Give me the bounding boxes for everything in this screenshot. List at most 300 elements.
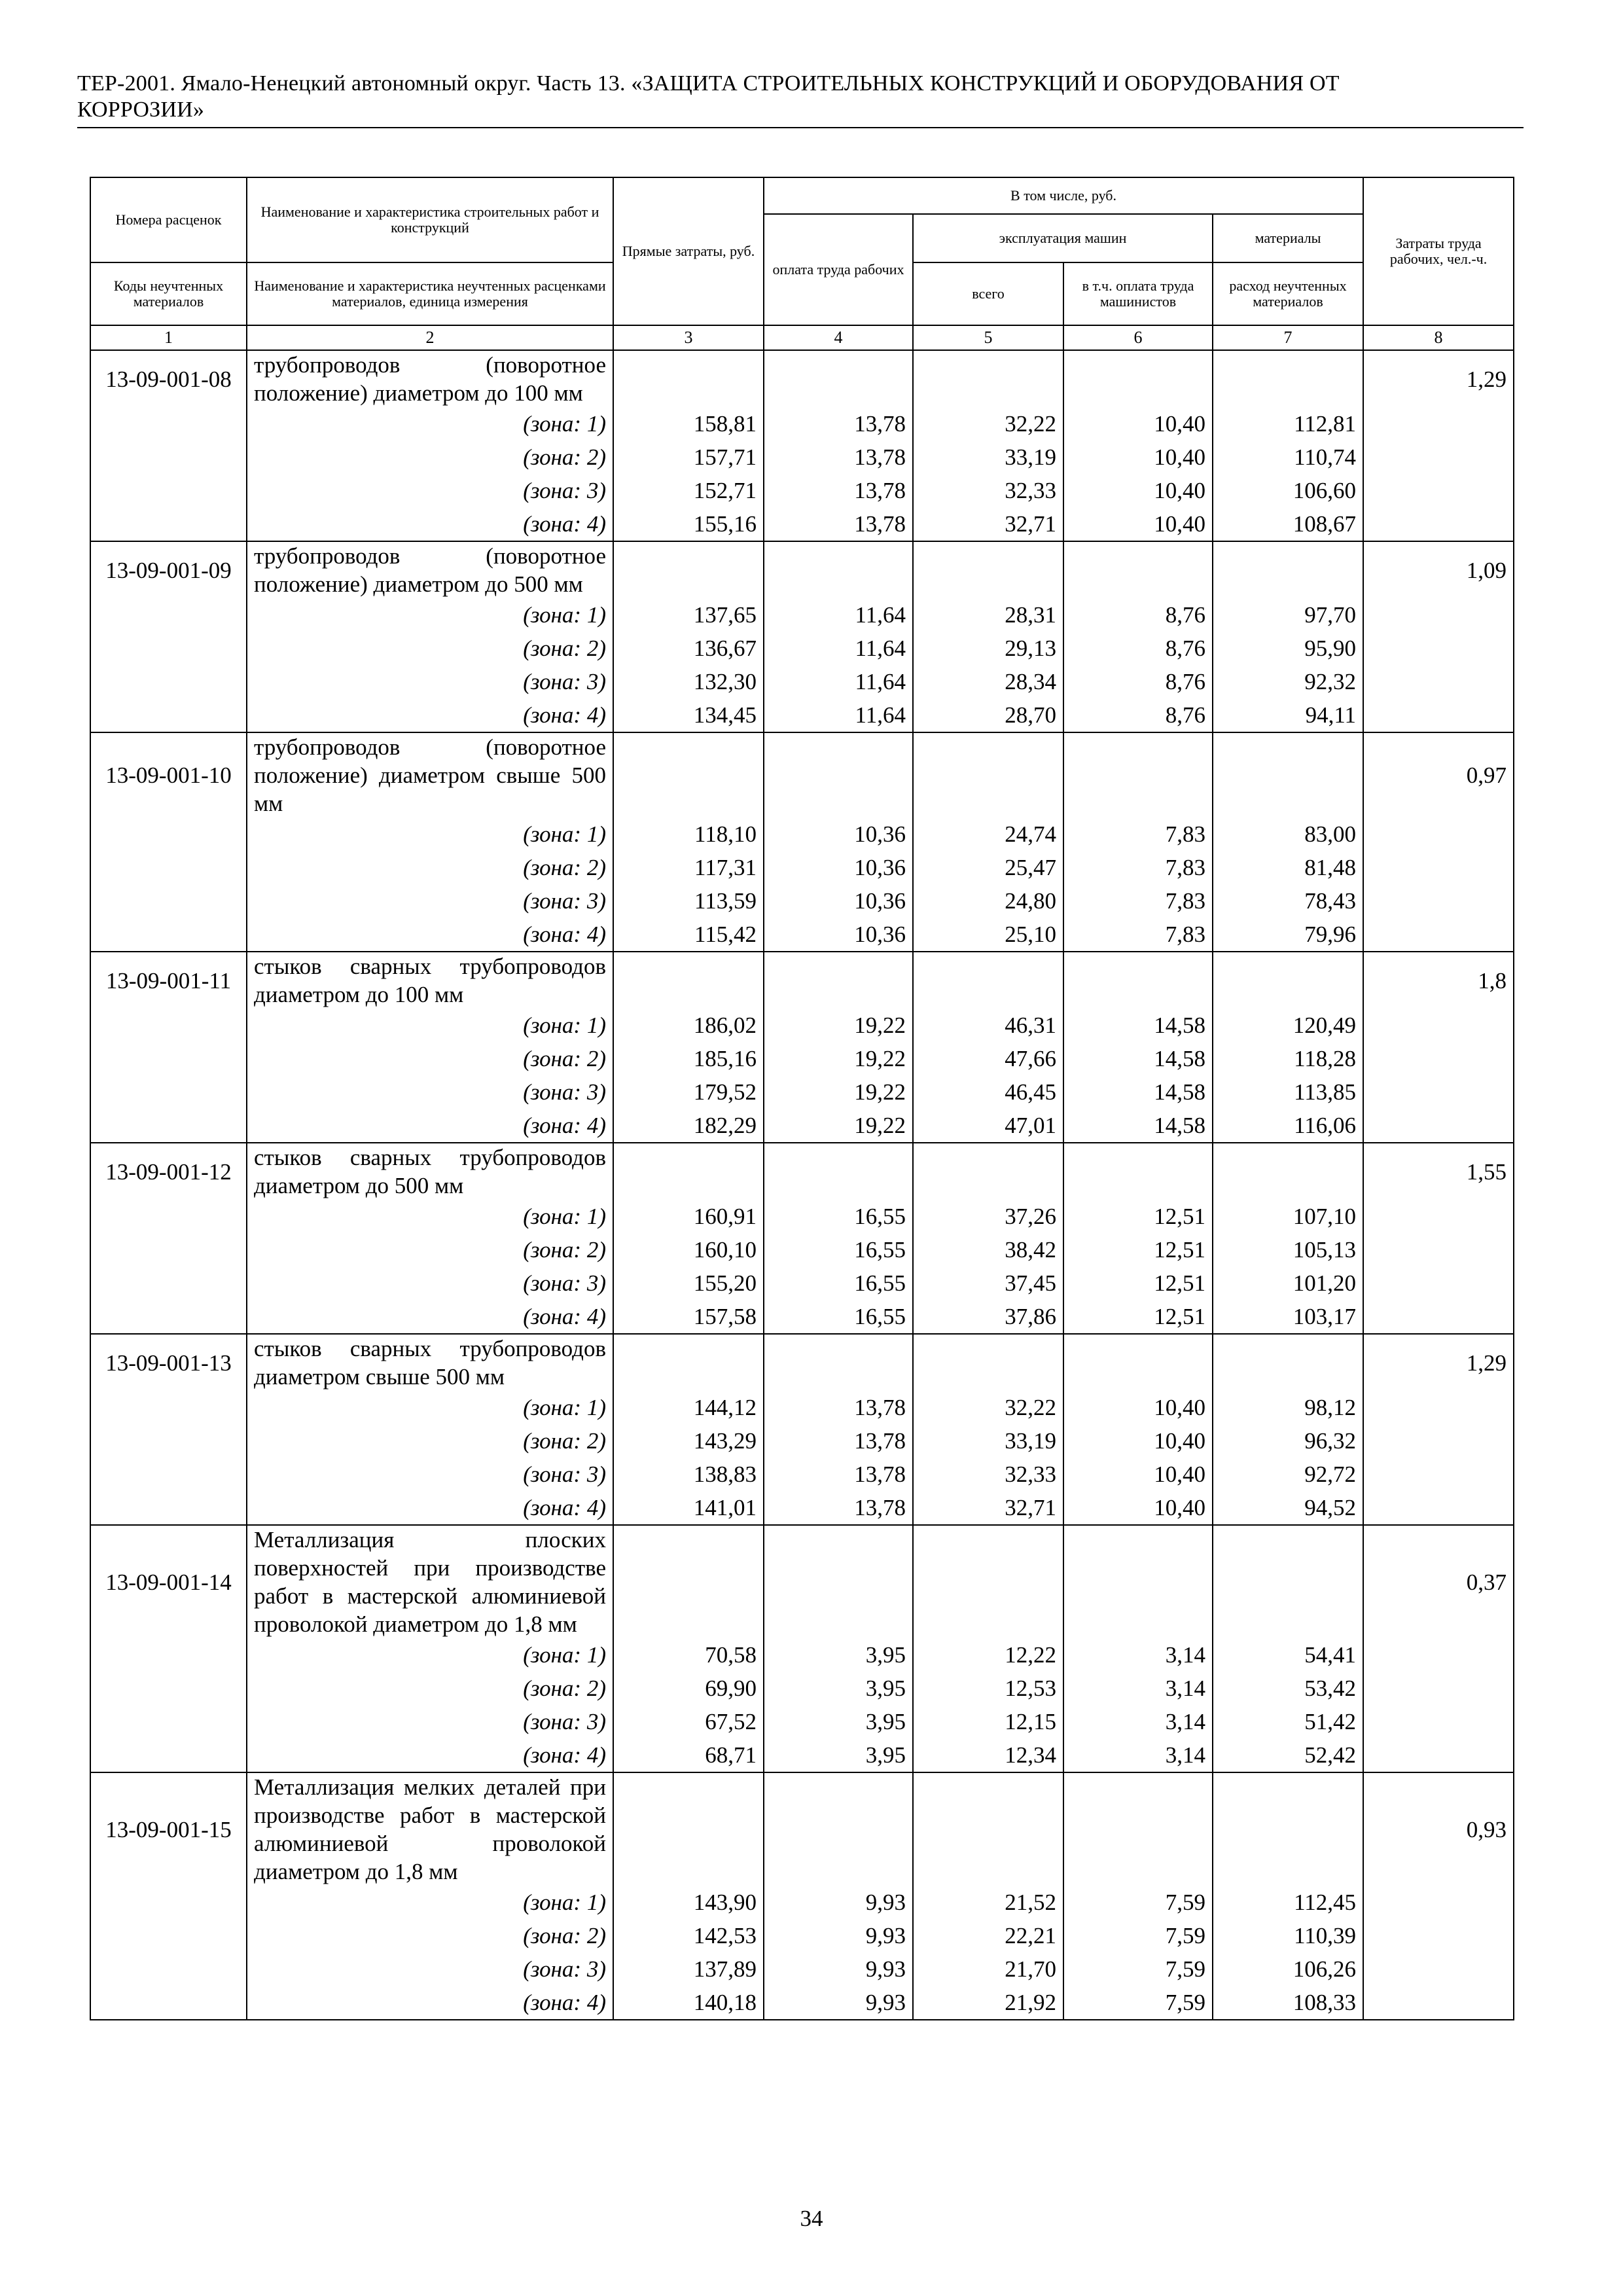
rate-code: 13-09-001-15: [90, 1772, 247, 1886]
materials-cost: 106,26: [1213, 1952, 1363, 1986]
materials-cost: 92,32: [1213, 665, 1363, 698]
rate-group-header-row: [90, 952, 1514, 1009]
zone-row: [90, 407, 1514, 440]
empty-cell: [90, 665, 247, 698]
empty-cell: [90, 1424, 247, 1458]
empty-cell: [913, 1772, 1063, 1886]
direct-cost: 67,52: [613, 1705, 764, 1738]
zone-label: (зона: 2): [247, 632, 613, 665]
machine-total: 47,66: [913, 1042, 1063, 1075]
machinist-pay: 7,59: [1063, 1986, 1213, 2020]
materials-cost: 98,12: [1213, 1391, 1363, 1424]
materials-cost: 92,72: [1213, 1458, 1363, 1491]
worker-pay: 9,93: [764, 1886, 913, 1919]
empty-cell: [1363, 884, 1514, 918]
rate-group-header-row: [90, 350, 1514, 407]
empty-cell: [764, 1772, 913, 1886]
empty-cell: [1063, 1334, 1213, 1391]
rate-description: Металлизация плоских поверхностей при производстве работ в мастерской алюминиевой проволокой диаметром до 1,8 мм: [247, 1525, 613, 1638]
zone-label: (зона: 4): [247, 1300, 613, 1334]
rate-group-header-row: [90, 1334, 1514, 1391]
empty-cell: [1363, 1458, 1514, 1491]
empty-cell: [1363, 1919, 1514, 1952]
zone-label: (зона: 1): [247, 1638, 613, 1672]
zone-label: (зона: 3): [247, 1705, 613, 1738]
empty-cell: [1063, 1772, 1213, 1886]
column-number: 3: [613, 325, 764, 350]
zone-label: (зона: 4): [247, 1738, 613, 1772]
machine-total: 29,13: [913, 632, 1063, 665]
direct-cost: 157,71: [613, 440, 764, 474]
empty-cell: [1363, 474, 1514, 507]
zone-row: [90, 1075, 1514, 1109]
machine-total: 12,34: [913, 1738, 1063, 1772]
machine-total: 37,26: [913, 1200, 1063, 1233]
worker-pay: 9,93: [764, 1986, 913, 2020]
direct-cost: 160,91: [613, 1200, 764, 1233]
zone-label: (зона: 3): [247, 1952, 613, 1986]
empty-cell: [1363, 851, 1514, 884]
direct-cost: 137,65: [613, 598, 764, 632]
column-number: 6: [1063, 325, 1213, 350]
machinist-pay: 8,76: [1063, 665, 1213, 698]
labor-cost: 0,37: [1363, 1525, 1514, 1638]
worker-pay: 3,95: [764, 1738, 913, 1772]
table-body: [90, 350, 1514, 2020]
machinist-pay: 7,59: [1063, 1919, 1213, 1952]
machine-total: 32,71: [913, 1491, 1063, 1525]
machine-total: 12,53: [913, 1672, 1063, 1705]
zone-row: [90, 1009, 1514, 1042]
worker-pay: 13,78: [764, 1424, 913, 1458]
empty-cell: [1363, 598, 1514, 632]
empty-cell: [613, 1334, 764, 1391]
materials-cost: 52,42: [1213, 1738, 1363, 1772]
machine-total: 38,42: [913, 1233, 1063, 1266]
direct-cost: 158,81: [613, 407, 764, 440]
empty-cell: [90, 407, 247, 440]
zone-label: (зона: 1): [247, 1391, 613, 1424]
machinist-pay: 3,14: [1063, 1672, 1213, 1705]
zone-label: (зона: 3): [247, 884, 613, 918]
zone-label: (зона: 3): [247, 474, 613, 507]
empty-cell: [90, 851, 247, 884]
empty-cell: [1363, 1300, 1514, 1334]
materials-cost: 106,60: [1213, 474, 1363, 507]
worker-pay: 13,78: [764, 407, 913, 440]
column-number: 2: [247, 325, 613, 350]
empty-cell: [1363, 1075, 1514, 1109]
direct-cost: 137,89: [613, 1952, 764, 1986]
zone-row: [90, 1705, 1514, 1738]
zone-row: [90, 918, 1514, 952]
empty-cell: [90, 1109, 247, 1143]
empty-cell: [1213, 350, 1363, 407]
worker-pay: 13,78: [764, 440, 913, 474]
zone-label: (зона: 1): [247, 1200, 613, 1233]
empty-cell: [1363, 1491, 1514, 1525]
empty-cell: [90, 1738, 247, 1772]
empty-cell: [764, 1334, 913, 1391]
materials-cost: 101,20: [1213, 1266, 1363, 1300]
empty-cell: [1363, 440, 1514, 474]
zone-label: (зона: 2): [247, 1233, 613, 1266]
worker-pay: 11,64: [764, 698, 913, 732]
empty-cell: [764, 952, 913, 1009]
zone-label: (зона: 2): [247, 1424, 613, 1458]
direct-cost: 143,29: [613, 1424, 764, 1458]
machine-total: 28,34: [913, 665, 1063, 698]
labor-cost: 1,09: [1363, 541, 1514, 598]
rate-description: трубопроводов (поворотное положение) диаметром свыше 500 мм: [247, 732, 613, 817]
rate-code: 13-09-001-09: [90, 541, 247, 598]
empty-cell: [1363, 1672, 1514, 1705]
zone-row: [90, 1738, 1514, 1772]
rate-code: 13-09-001-10: [90, 732, 247, 817]
materials-cost: 112,45: [1213, 1886, 1363, 1919]
empty-cell: [1063, 1143, 1213, 1200]
empty-cell: [90, 1009, 247, 1042]
header-pryamye: Прямые затраты, руб.: [613, 177, 764, 325]
machinist-pay: 12,51: [1063, 1300, 1213, 1334]
labor-cost: 1,55: [1363, 1143, 1514, 1200]
worker-pay: 19,22: [764, 1009, 913, 1042]
zone-label: (зона: 4): [247, 1986, 613, 2020]
worker-pay: 16,55: [764, 1200, 913, 1233]
empty-cell: [764, 1525, 913, 1638]
empty-cell: [764, 732, 913, 817]
machine-total: 32,71: [913, 507, 1063, 541]
machinist-pay: 14,58: [1063, 1009, 1213, 1042]
empty-cell: [90, 598, 247, 632]
empty-cell: [1363, 1009, 1514, 1042]
direct-cost: 155,16: [613, 507, 764, 541]
zone-row: [90, 698, 1514, 732]
worker-pay: 13,78: [764, 507, 913, 541]
worker-pay: 13,78: [764, 1458, 913, 1491]
materials-cost: 108,33: [1213, 1986, 1363, 2020]
zone-row: [90, 1109, 1514, 1143]
empty-cell: [1363, 817, 1514, 851]
worker-pay: 11,64: [764, 665, 913, 698]
materials-cost: 108,67: [1213, 507, 1363, 541]
column-number: 5: [913, 325, 1063, 350]
worker-pay: 10,36: [764, 851, 913, 884]
empty-cell: [1213, 732, 1363, 817]
empty-cell: [90, 1458, 247, 1491]
worker-pay: 13,78: [764, 1491, 913, 1525]
machine-total: 33,19: [913, 1424, 1063, 1458]
materials-cost: 51,42: [1213, 1705, 1363, 1738]
direct-cost: 117,31: [613, 851, 764, 884]
machine-total: 32,33: [913, 474, 1063, 507]
materials-cost: 53,42: [1213, 1672, 1363, 1705]
machinist-pay: 12,51: [1063, 1233, 1213, 1266]
machine-total: 24,74: [913, 817, 1063, 851]
labor-cost: 1,8: [1363, 952, 1514, 1009]
machine-total: 21,52: [913, 1886, 1063, 1919]
empty-cell: [1363, 1391, 1514, 1424]
zone-label: (зона: 1): [247, 1009, 613, 1042]
zone-row: [90, 665, 1514, 698]
empty-cell: [913, 541, 1063, 598]
rate-code: 13-09-001-14: [90, 1525, 247, 1638]
machine-total: 24,80: [913, 884, 1063, 918]
zone-row: [90, 1638, 1514, 1672]
machinist-pay: 8,76: [1063, 698, 1213, 732]
empty-cell: [90, 1705, 247, 1738]
rate-description: трубопроводов (поворотное положение) диаметром до 100 мм: [247, 350, 613, 407]
worker-pay: 16,55: [764, 1266, 913, 1300]
machinist-pay: 7,59: [1063, 1952, 1213, 1986]
column-numbers-row: [90, 325, 1514, 350]
direct-cost: 144,12: [613, 1391, 764, 1424]
direct-cost: 152,71: [613, 474, 764, 507]
materials-cost: 96,32: [1213, 1424, 1363, 1458]
empty-cell: [90, 918, 247, 952]
zone-row: [90, 598, 1514, 632]
empty-cell: [1213, 1772, 1363, 1886]
empty-cell: [1363, 665, 1514, 698]
materials-cost: 112,81: [1213, 407, 1363, 440]
column-number: 1: [90, 325, 247, 350]
zone-row: [90, 1672, 1514, 1705]
empty-cell: [1213, 1525, 1363, 1638]
direct-cost: 138,83: [613, 1458, 764, 1491]
direct-cost: 69,90: [613, 1672, 764, 1705]
empty-cell: [1363, 918, 1514, 952]
worker-pay: 3,95: [764, 1672, 913, 1705]
machinist-pay: 7,83: [1063, 817, 1213, 851]
empty-cell: [764, 1143, 913, 1200]
materials-cost: 107,10: [1213, 1200, 1363, 1233]
empty-cell: [90, 632, 247, 665]
empty-cell: [1363, 1705, 1514, 1738]
empty-cell: [613, 1143, 764, 1200]
machine-total: 46,45: [913, 1075, 1063, 1109]
worker-pay: 10,36: [764, 884, 913, 918]
worker-pay: 13,78: [764, 1391, 913, 1424]
empty-cell: [613, 732, 764, 817]
empty-cell: [1363, 1109, 1514, 1143]
machine-total: 33,19: [913, 440, 1063, 474]
worker-pay: 3,95: [764, 1638, 913, 1672]
materials-cost: 81,48: [1213, 851, 1363, 884]
empty-cell: [1213, 541, 1363, 598]
machinist-pay: 8,76: [1063, 632, 1213, 665]
machinist-pay: 8,76: [1063, 598, 1213, 632]
header-kody: Коды неучтенных материалов: [90, 262, 247, 325]
empty-cell: [1213, 1143, 1363, 1200]
machine-total: 32,22: [913, 407, 1063, 440]
rate-description: стыков сварных трубопроводов диаметром свыше 500 мм: [247, 1334, 613, 1391]
empty-cell: [1363, 1986, 1514, 2020]
machinist-pay: 10,40: [1063, 1458, 1213, 1491]
materials-cost: 110,74: [1213, 440, 1363, 474]
zone-row: [90, 851, 1514, 884]
column-number: 7: [1213, 325, 1363, 350]
zone-row: [90, 1491, 1514, 1525]
header-naimenovanie: Наименование и характеристика строительных работ и конструкций: [247, 177, 613, 262]
machinist-pay: 10,40: [1063, 440, 1213, 474]
empty-cell: [1213, 952, 1363, 1009]
machine-total: 22,21: [913, 1919, 1063, 1952]
machinist-pay: 3,14: [1063, 1738, 1213, 1772]
empty-cell: [90, 1952, 247, 1986]
zone-row: [90, 507, 1514, 541]
machinist-pay: 3,14: [1063, 1705, 1213, 1738]
page-header: [77, 71, 1524, 123]
rate-description: Металлизация мелких деталей при производстве работ в мастерской алюминиевой проволокой диаметром до 1,8 мм: [247, 1772, 613, 1886]
empty-cell: [1363, 507, 1514, 541]
machinist-pay: 12,51: [1063, 1266, 1213, 1300]
empty-cell: [613, 952, 764, 1009]
empty-cell: [1363, 1424, 1514, 1458]
worker-pay: 13,78: [764, 474, 913, 507]
empty-cell: [764, 350, 913, 407]
materials-cost: 103,17: [1213, 1300, 1363, 1334]
empty-cell: [913, 1143, 1063, 1200]
materials-cost: 94,52: [1213, 1491, 1363, 1525]
rate-group-header-row: [90, 541, 1514, 598]
rate-group-header-row: [90, 1143, 1514, 1200]
direct-cost: 134,45: [613, 698, 764, 732]
empty-cell: [90, 507, 247, 541]
empty-cell: [613, 541, 764, 598]
empty-cell: [1363, 1266, 1514, 1300]
zone-label: (зона: 3): [247, 1266, 613, 1300]
worker-pay: 19,22: [764, 1042, 913, 1075]
machine-total: 37,45: [913, 1266, 1063, 1300]
direct-cost: 68,71: [613, 1738, 764, 1772]
empty-cell: [1063, 541, 1213, 598]
empty-cell: [913, 952, 1063, 1009]
empty-cell: [913, 350, 1063, 407]
machine-total: 25,47: [913, 851, 1063, 884]
rate-code: 13-09-001-08: [90, 350, 247, 407]
empty-cell: [1363, 1042, 1514, 1075]
labor-cost: 0,97: [1363, 732, 1514, 817]
empty-cell: [90, 1491, 247, 1525]
machinist-pay: 10,40: [1063, 1391, 1213, 1424]
materials-cost: 118,28: [1213, 1042, 1363, 1075]
empty-cell: [90, 884, 247, 918]
rate-description: трубопроводов (поворотное положение) диаметром до 500 мм: [247, 541, 613, 598]
machine-total: 32,22: [913, 1391, 1063, 1424]
empty-cell: [1363, 1738, 1514, 1772]
worker-pay: 9,93: [764, 1919, 913, 1952]
empty-cell: [90, 440, 247, 474]
empty-cell: [613, 1772, 764, 1886]
zone-label: (зона: 4): [247, 1491, 613, 1525]
worker-pay: 10,36: [764, 817, 913, 851]
zone-label: (зона: 3): [247, 1075, 613, 1109]
zone-row: [90, 817, 1514, 851]
empty-cell: [90, 1886, 247, 1919]
empty-cell: [764, 541, 913, 598]
zone-row: [90, 1986, 1514, 2020]
page-number: 34: [800, 2206, 823, 2231]
machine-total: 21,70: [913, 1952, 1063, 1986]
empty-cell: [90, 1919, 247, 1952]
header-v-t-ch: в т.ч. оплата труда машинистов: [1063, 262, 1213, 325]
zone-label: (зона: 4): [247, 507, 613, 541]
machinist-pay: 10,40: [1063, 474, 1213, 507]
price-table: [90, 177, 1514, 2020]
empty-cell: [90, 698, 247, 732]
machinist-pay: 14,58: [1063, 1075, 1213, 1109]
direct-cost: 115,42: [613, 918, 764, 952]
worker-pay: 3,95: [764, 1705, 913, 1738]
direct-cost: 118,10: [613, 817, 764, 851]
empty-cell: [1213, 1334, 1363, 1391]
zone-row: [90, 1266, 1514, 1300]
machinist-pay: 10,40: [1063, 1491, 1213, 1525]
header-rule: [77, 127, 1524, 128]
empty-cell: [90, 817, 247, 851]
direct-cost: 142,53: [613, 1919, 764, 1952]
machinist-pay: 14,58: [1063, 1042, 1213, 1075]
header-vsego: всего: [913, 262, 1063, 325]
zone-row: [90, 632, 1514, 665]
direct-cost: 186,02: [613, 1009, 764, 1042]
materials-cost: 95,90: [1213, 632, 1363, 665]
machine-total: 25,10: [913, 918, 1063, 952]
header-ekspluatatsiya: эксплуатация машин: [913, 214, 1213, 262]
empty-cell: [1363, 632, 1514, 665]
empty-cell: [90, 1672, 247, 1705]
worker-pay: 16,55: [764, 1300, 913, 1334]
materials-cost: 78,43: [1213, 884, 1363, 918]
empty-cell: [90, 1266, 247, 1300]
table-head: [90, 177, 1514, 350]
empty-cell: [1063, 350, 1213, 407]
empty-cell: [913, 1525, 1063, 1638]
machinist-pay: 14,58: [1063, 1109, 1213, 1143]
worker-pay: 10,36: [764, 918, 913, 952]
empty-cell: [913, 1334, 1063, 1391]
header-materialy: материалы: [1213, 214, 1363, 262]
rate-group-header-row: [90, 1772, 1514, 1886]
zone-row: [90, 474, 1514, 507]
zone-row: [90, 1424, 1514, 1458]
materials-cost: 116,06: [1213, 1109, 1363, 1143]
worker-pay: 11,64: [764, 632, 913, 665]
empty-cell: [1063, 1525, 1213, 1638]
empty-cell: [613, 1525, 764, 1638]
materials-cost: 113,85: [1213, 1075, 1363, 1109]
empty-cell: [90, 1200, 247, 1233]
zone-label: (зона: 2): [247, 1672, 613, 1705]
machine-total: 28,31: [913, 598, 1063, 632]
zone-label: (зона: 2): [247, 440, 613, 474]
direct-cost: 141,01: [613, 1491, 764, 1525]
direct-cost: 157,58: [613, 1300, 764, 1334]
worker-pay: 11,64: [764, 598, 913, 632]
labor-cost: 1,29: [1363, 1334, 1514, 1391]
machinist-pay: 7,59: [1063, 1886, 1213, 1919]
rate-code: 13-09-001-13: [90, 1334, 247, 1391]
zone-label: (зона: 4): [247, 918, 613, 952]
zone-row: [90, 1458, 1514, 1491]
header-nomera: Номера расценок: [90, 177, 247, 262]
zone-row: [90, 1952, 1514, 1986]
direct-cost: 136,67: [613, 632, 764, 665]
materials-cost: 94,11: [1213, 698, 1363, 732]
labor-cost: 1,29: [1363, 350, 1514, 407]
empty-cell: [1363, 407, 1514, 440]
machine-total: 28,70: [913, 698, 1063, 732]
